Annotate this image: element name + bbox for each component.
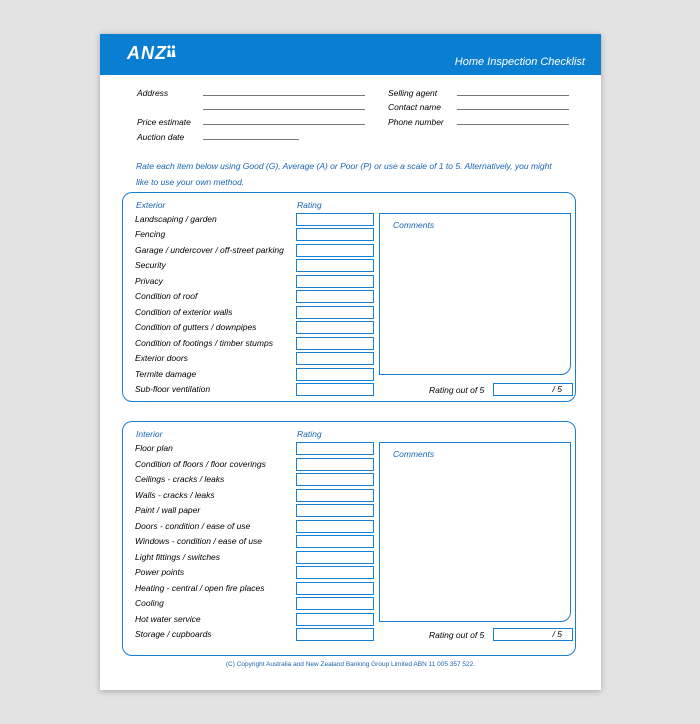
- interior-item: Doors - condition / ease of use: [135, 521, 251, 531]
- price-estimate-label: Price estimate: [137, 117, 191, 127]
- interior-item: Light fittings / switches: [135, 552, 221, 562]
- interior-score-label: Rating out of 5: [429, 630, 485, 640]
- exterior-item: Condition of footings / timber stumps: [135, 338, 273, 348]
- document-title: Home Inspection Checklist: [454, 56, 585, 68]
- interior-comments-label: Comments: [393, 449, 435, 459]
- interior-item: Power points: [135, 567, 185, 577]
- exterior-comments-box[interactable]: [379, 213, 571, 375]
- interior-rating-box[interactable]: [296, 551, 374, 564]
- exterior-score-label: Rating out of 5: [429, 385, 485, 395]
- exterior-comments-label: Comments: [393, 220, 435, 230]
- exterior-item: Exterior doors: [135, 353, 188, 363]
- page-header: [100, 34, 601, 75]
- interior-rating-box[interactable]: [296, 504, 374, 517]
- interior-rating-box[interactable]: [296, 489, 374, 502]
- checklist-page: [100, 34, 601, 690]
- exterior-item: Landscaping / garden: [135, 214, 217, 224]
- contact-name-label: Contact name: [388, 102, 441, 112]
- exterior-rating-box[interactable]: [296, 337, 374, 350]
- exterior-item: Termite damage: [135, 369, 197, 379]
- interior-item: Condition of floors / floor coverings: [135, 459, 266, 469]
- exterior-rating-box[interactable]: [296, 352, 374, 365]
- exterior-rating-box[interactable]: [296, 383, 374, 396]
- exterior-item: Fencing: [135, 229, 166, 239]
- selling-agent-label: Selling agent: [388, 88, 438, 98]
- phone-number-label: Phone number: [388, 117, 444, 127]
- interior-panel: [122, 421, 576, 656]
- exterior-rating-box[interactable]: [296, 275, 374, 288]
- exterior-score-suffix: / 5: [552, 384, 562, 394]
- exterior-item: Condition of gutters / downpipes: [135, 322, 257, 332]
- exterior-score-box[interactable]: [493, 383, 573, 396]
- interior-rating-box[interactable]: [296, 442, 374, 455]
- interior-rating-box[interactable]: [296, 535, 374, 548]
- exterior-rating-heading: Rating: [297, 200, 322, 210]
- interior-rating-box[interactable]: [296, 520, 374, 533]
- interior-score-box[interactable]: [493, 628, 573, 641]
- exterior-item: Condition of roof: [135, 291, 198, 301]
- interior-rating-box[interactable]: [296, 566, 374, 579]
- exterior-rating-box[interactable]: [296, 368, 374, 381]
- phone-number-line[interactable]: [457, 124, 569, 125]
- interior-rating-box[interactable]: [296, 597, 374, 610]
- interior-item: Cooling: [135, 598, 164, 608]
- auction-date-label: Auction date: [137, 132, 185, 142]
- auction-date-line[interactable]: [203, 139, 299, 140]
- contact-name-line[interactable]: [457, 109, 569, 110]
- interior-rating-box[interactable]: [296, 582, 374, 595]
- exterior-rating-box[interactable]: [296, 213, 374, 226]
- interior-item: Paint / wall paper: [135, 505, 201, 515]
- interior-comments-box[interactable]: [379, 442, 571, 622]
- address-line-2[interactable]: [203, 109, 365, 110]
- exterior-rating-box[interactable]: [296, 259, 374, 272]
- interior-rating-heading: Rating: [297, 429, 322, 439]
- exterior-item: Garage / undercover / off-street parking: [135, 245, 284, 255]
- interior-item: Floor plan: [135, 443, 173, 453]
- address-label: Address: [137, 88, 169, 98]
- exterior-panel: [122, 192, 576, 402]
- exterior-rating-box[interactable]: [296, 321, 374, 334]
- instructions-line-1: Rate each item below using Good (G), Average (A) or Poor (P) or use a scale of 1 to 5. Alternatively, you might: [136, 161, 552, 171]
- interior-item: Hot water service: [135, 614, 201, 624]
- exterior-item: Sub-floor ventilation: [135, 384, 211, 394]
- interior-item: Storage / cupboards: [135, 629, 212, 639]
- interior-item: Ceilings - cracks / leaks: [135, 474, 225, 484]
- interior-rating-box[interactable]: [296, 628, 374, 641]
- interior-item: Windows - condition / ease of use: [135, 536, 263, 546]
- interior-rating-box[interactable]: [296, 473, 374, 486]
- anz-people-icon: [166, 45, 176, 57]
- interior-item: Heating - central / open fire places: [135, 583, 265, 593]
- instructions-line-2: like to use your own method.: [136, 177, 245, 187]
- interior-score-suffix: / 5: [552, 629, 562, 639]
- exterior-heading: Exterior: [136, 200, 166, 210]
- exterior-item: Privacy: [135, 276, 163, 286]
- instructions: [136, 158, 566, 190]
- exterior-rating-box[interactable]: [296, 306, 374, 319]
- exterior-rating-box[interactable]: [296, 244, 374, 257]
- copyright-footer: (C) Copyright Australia and New Zealand Banking Group Limited ABN 11 005 357 522.: [225, 661, 476, 668]
- interior-heading: Interior: [136, 429, 163, 439]
- anz-logo: ANZ: [127, 43, 167, 63]
- interior-rating-box[interactable]: [296, 458, 374, 471]
- price-estimate-line[interactable]: [203, 124, 365, 125]
- interior-rating-box[interactable]: [296, 613, 374, 626]
- exterior-rating-box[interactable]: [296, 290, 374, 303]
- selling-agent-line[interactable]: [457, 95, 569, 96]
- address-line-1[interactable]: [203, 95, 365, 96]
- exterior-rating-box[interactable]: [296, 228, 374, 241]
- exterior-item: Security: [135, 260, 166, 270]
- interior-item: Walls - cracks / leaks: [135, 490, 215, 500]
- exterior-item: Condition of exterior walls: [135, 307, 233, 317]
